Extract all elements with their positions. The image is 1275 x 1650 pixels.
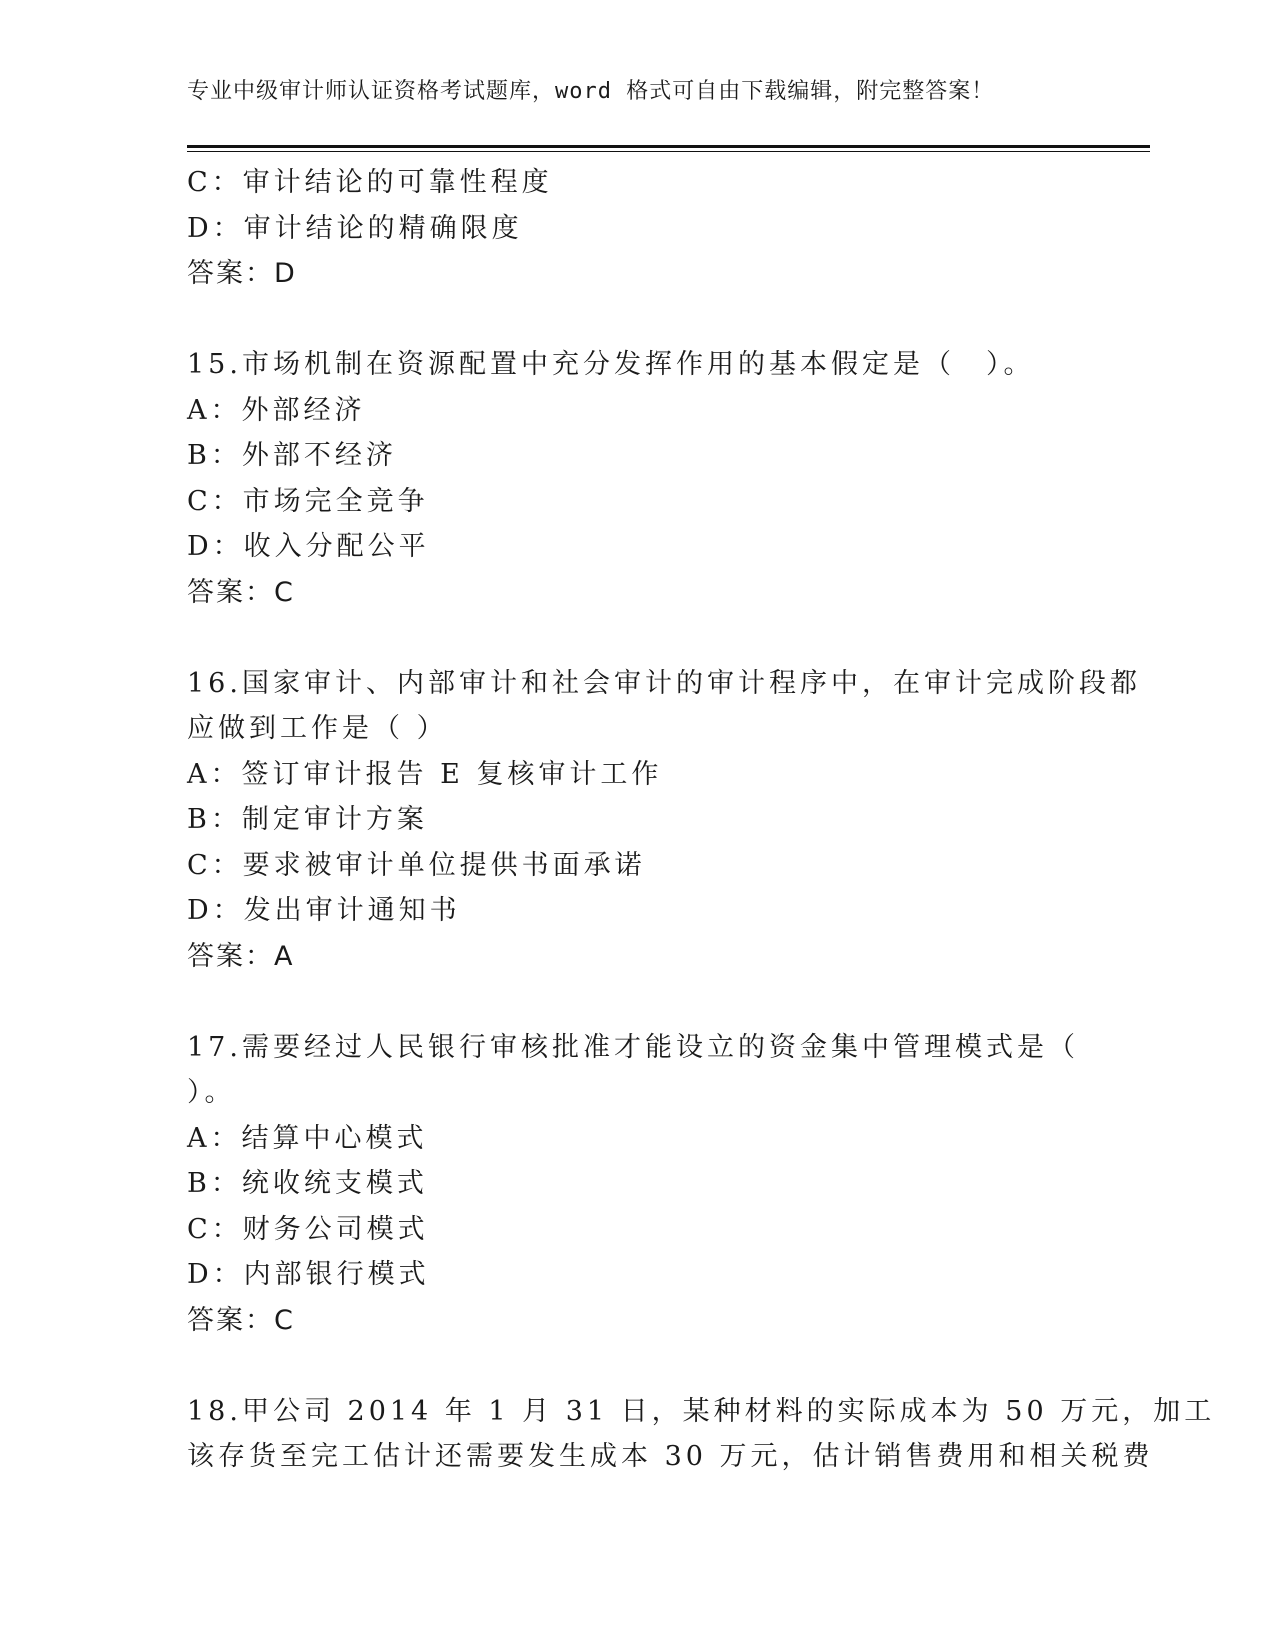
- option-b: B：外部不经济: [187, 440, 397, 471]
- option-d: D：收入分配公平: [187, 531, 430, 562]
- option-c: C：市场完全竞争: [187, 485, 429, 517]
- option-a: A：签订审计报告 E 复核审计工作: [187, 758, 663, 790]
- option-a: A：结算中心模式: [187, 1122, 428, 1154]
- question-stem: 16.国家审计、内部审计和社会审计的审计程序中，在审计完成阶段都: [187, 667, 1141, 699]
- option-d: D：发出审计通知书: [187, 895, 461, 926]
- option-c: C：财务公司模式: [187, 1213, 429, 1245]
- question-stem-cont: 应做到工作是（ ）: [187, 713, 448, 744]
- header-rule-thick: [187, 145, 1150, 148]
- question-stem-cont: 该存货至完工估计还需要发生成本 30 万元，估计销售费用和相关税费: [187, 1441, 1154, 1472]
- question-stem: 15.市场机制在资源配置中充分发挥作用的基本假定是（ ）。: [187, 349, 1035, 380]
- header-rule-thin: [187, 151, 1150, 152]
- question-stem-cont: ）。: [187, 1077, 236, 1108]
- option-b: B：制定审计方案: [187, 804, 428, 835]
- option-d: D：内部银行模式: [187, 1259, 430, 1290]
- option-d: D：审计结论的精确限度: [187, 212, 523, 244]
- question-list: [187, 160, 1216, 1480]
- option-c: C：要求被审计单位提供书面承诺: [187, 849, 646, 881]
- answer: 答案：D: [187, 258, 297, 289]
- option-a: A：外部经济: [187, 394, 366, 426]
- question-stem: 18.甲公司 2014 年 1 月 31 日，某种材料的实际成本为 50 万元，加工: [187, 1395, 1216, 1427]
- page-header: 专业中级审计师认证资格考试题库，word 格式可自由下载编辑，附完整答案！: [187, 79, 995, 104]
- option-b: B：统收统支模式: [187, 1168, 428, 1199]
- answer: 答案：C: [187, 576, 295, 608]
- question-stem: 17.需要经过人民银行审核批准才能设立的资金集中管理模式是（: [187, 1031, 1079, 1063]
- answer: 答案：C: [187, 1304, 295, 1336]
- answer: 答案：A: [187, 940, 295, 972]
- option-c: C：审计结论的可靠性程度: [187, 167, 553, 198]
